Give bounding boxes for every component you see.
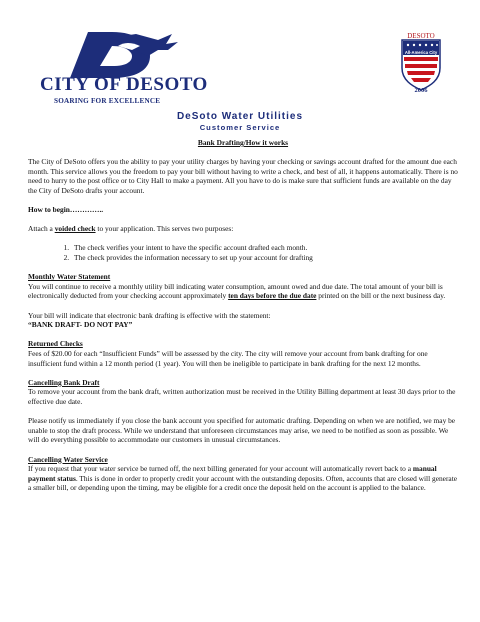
seal-top-label: DESOTO	[407, 32, 435, 40]
eagle-d-icon	[40, 30, 195, 80]
notify-paragraph: Please notify us immediately if you close the bank account you specified for automatic drafting. Depending on when we are notified, we may be unable to stop the draft process. While we understand that unforeseen circumstances may arise, we need to be notified as soon as possible. We will do everything possible to accommodate our customers in unusual circumstances.	[28, 416, 456, 445]
manual-payment-emphasis: manual payment status	[28, 464, 437, 483]
ten-days-emphasis: ten days before the due date	[228, 291, 317, 301]
cancel-draft-section: Cancelling Bank Draft To remove your account from the bank draft, written authorization must be received in the Utility Billing department at least 30 days prior to the effective due date.	[28, 378, 458, 407]
header-subdepartment: Customer Service	[199, 123, 281, 132]
returned-section: Returned Checks Fees of $20.00 for each “Insufficient Funds” will be assessed by the city. The city will remove your account from bank drafting for one insufficient fund within a 12 month period (1 year). You will then be ineligible to participate in bank drafting for the next 12 months.	[28, 339, 458, 368]
list-item: 2. The check provides the information necessary to set up your account for drafting	[71, 253, 458, 263]
seal-year: 2006	[414, 87, 428, 94]
cancel-water-heading: Cancelling Water Service	[28, 454, 108, 464]
document-title: Bank Drafting/How it works	[197, 138, 289, 147]
statement-text: “BANK DRAFT- DO NOT PAY”	[28, 320, 133, 330]
cancel-water-section: Cancelling Water Service If you request that your water service be turned off, the next billing generated for your account will automatically revert back to a manual payment status. This is done in order to properly credit your account with the outstanding deposits. Often, accounts that are closed will generate a smaller bill, or depending upon the timing, may be eligible for a credit once the deposit held on the account is applied to the balance.	[28, 454, 458, 493]
header-department: DeSoto Water Utilities	[176, 111, 304, 122]
voided-check-emphasis: voided check	[54, 224, 96, 234]
city-tagline: SOARING FOR EXCELLENCE	[54, 97, 161, 105]
cancel-draft-heading: Cancelling Bank Draft	[28, 377, 100, 387]
statement-paragraph: Your bill will indicate that electronic bank drafting is effective with the statement: “BANK DRAFT- DO NOT PAY”	[28, 310, 271, 330]
how-to-begin-heading: How to begin…………..	[28, 205, 104, 215]
all-america-city-seal	[398, 30, 444, 96]
document-body	[28, 138, 458, 502]
monthly-heading: Monthly Water Statement	[28, 272, 111, 282]
monthly-section: Monthly Water Statement You will continue to receive a monthly utility bill indicating water consumption, amount owed and due date. The total amount of your bill is electronically deducted from your checking account approximately ten days before the due date printed on the bill or the next business day.	[28, 272, 458, 301]
city-name: CITY OF DESOTO	[40, 74, 208, 95]
attach-paragraph: Attach a voided check to your application. This serves two purposes:	[28, 224, 234, 234]
list-item: 1. The check verifies your intent to have the specific account drafted each month.	[71, 243, 458, 253]
seal-middle-label: All-America City	[404, 50, 438, 55]
intro-paragraph: The City of DeSoto offers you the ability to pay your utility charges by having your checking or savings account drafted for the amount due each month. This service allows you the freedom to pay your bill without having to write a check, and best of all, it happens automatically. There is no need to hurry to the post office or to City Hall to make a payment. All you have to do is make sure that sufficient funds are available on the day the City of DeSoto drafts your account.	[28, 157, 458, 195]
purposes-list	[28, 243, 458, 262]
returned-heading: Returned Checks	[28, 339, 83, 349]
